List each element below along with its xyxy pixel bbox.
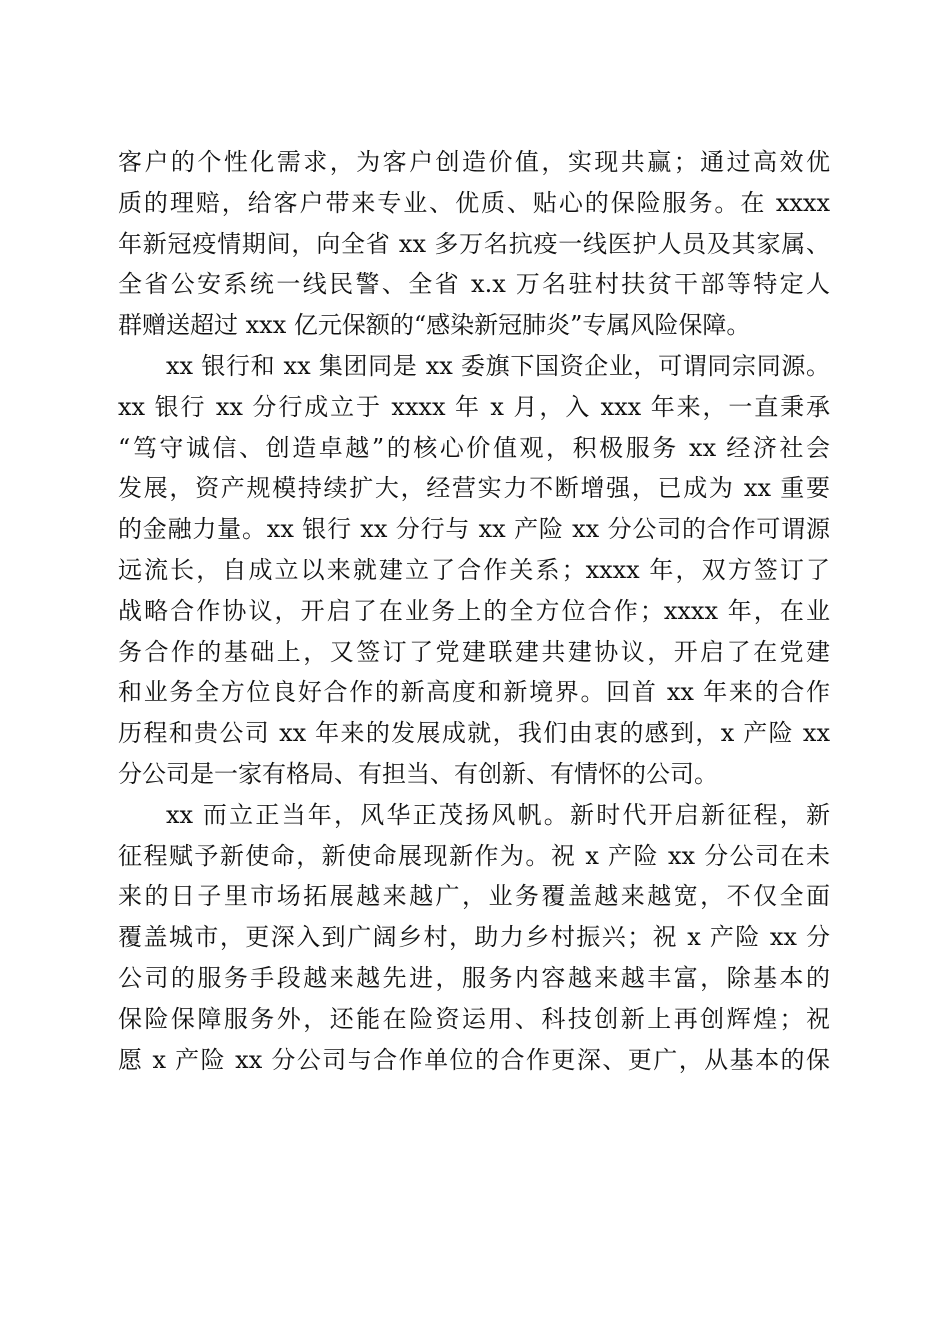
text-line: 全省公安系统一线民警、全省 x.x 万名驻村扶贫干部等特定人 — [118, 270, 830, 299]
text-line: 和业务全方位良好合作的新高度和新境界。回首 xx 年来的合作 — [118, 678, 830, 707]
text-line: 的金融力量。xx 银行 xx 分行与 xx 产险 xx 分公司的合作可谓源 — [118, 515, 830, 544]
text-line: 历程和贵公司 xx 年来的发展成就，我们由衷的感到，x 产险 xx — [118, 719, 830, 748]
text-line: 务合作的基础上，又签订了党建联建共建协议，开启了在党建 — [118, 637, 830, 666]
text-line: 保险保障服务外，还能在险资运用、科技创新上再创辉煌；祝 — [118, 1004, 830, 1033]
text-line: 分公司是一家有格局、有担当、有创新、有情怀的公司。 — [118, 759, 718, 788]
text-line: 群赠送超过 xxx 亿元保额的“感染新冠肺炎”专属风险保障。 — [118, 311, 751, 340]
text-line: “笃守诚信、创造卓越”的核心价值观，积极服务 xx 经济社会 — [118, 433, 830, 462]
text-line: xx 银行 xx 分行成立于 xxxx 年 x 月，入 xxx 年来，一直秉承 — [118, 392, 830, 421]
text-line: 愿 x 产险 xx 分公司与合作单位的合作更深、更广，从基本的保 — [118, 1045, 830, 1074]
text-line: 发展，资产规模持续扩大，经营实力不断增强，已成为 xx 重要 — [118, 474, 830, 503]
text-line: 质的理赔，给客户带来专业、优质、贴心的保险服务。在 xxxx — [118, 188, 830, 217]
text-line: 远流长，自成立以来就建立了合作关系；xxxx 年，双方签订了 — [118, 555, 830, 584]
text-line: 覆盖城市，更深入到广阔乡村，助力乡村振兴；祝 x 产险 xx 分 — [118, 923, 830, 952]
text-line: 征程赋予新使命，新使命展现新作为。祝 x 产险 xx 分公司在未 — [118, 841, 830, 870]
text-line: 战略合作协议，开启了在业务上的全方位合作；xxxx 年，在业 — [118, 596, 830, 625]
text-line: 客户的个性化需求，为客户创造价值，实现共赢；通过高效优 — [118, 148, 830, 176]
text-line: 来的日子里市场拓展越来越广，业务覆盖越来越宽，不仅全面 — [118, 882, 830, 911]
text-line: 公司的服务手段越来越先进，服务内容越来越丰富，除基本的 — [118, 963, 830, 992]
body-text — [118, 142, 830, 1080]
text-line: 年新冠疫情期间，向全省 xx 多万名抗疫一线医护人员及其家属、 — [118, 229, 830, 258]
text-line: xx 而立正当年，风华正茂扬风帆。新时代开启新征程，新 — [166, 800, 830, 829]
text-line: xx 银行和 xx 集团同是 xx 委旗下国资企业，可谓同宗同源。 — [166, 351, 830, 380]
